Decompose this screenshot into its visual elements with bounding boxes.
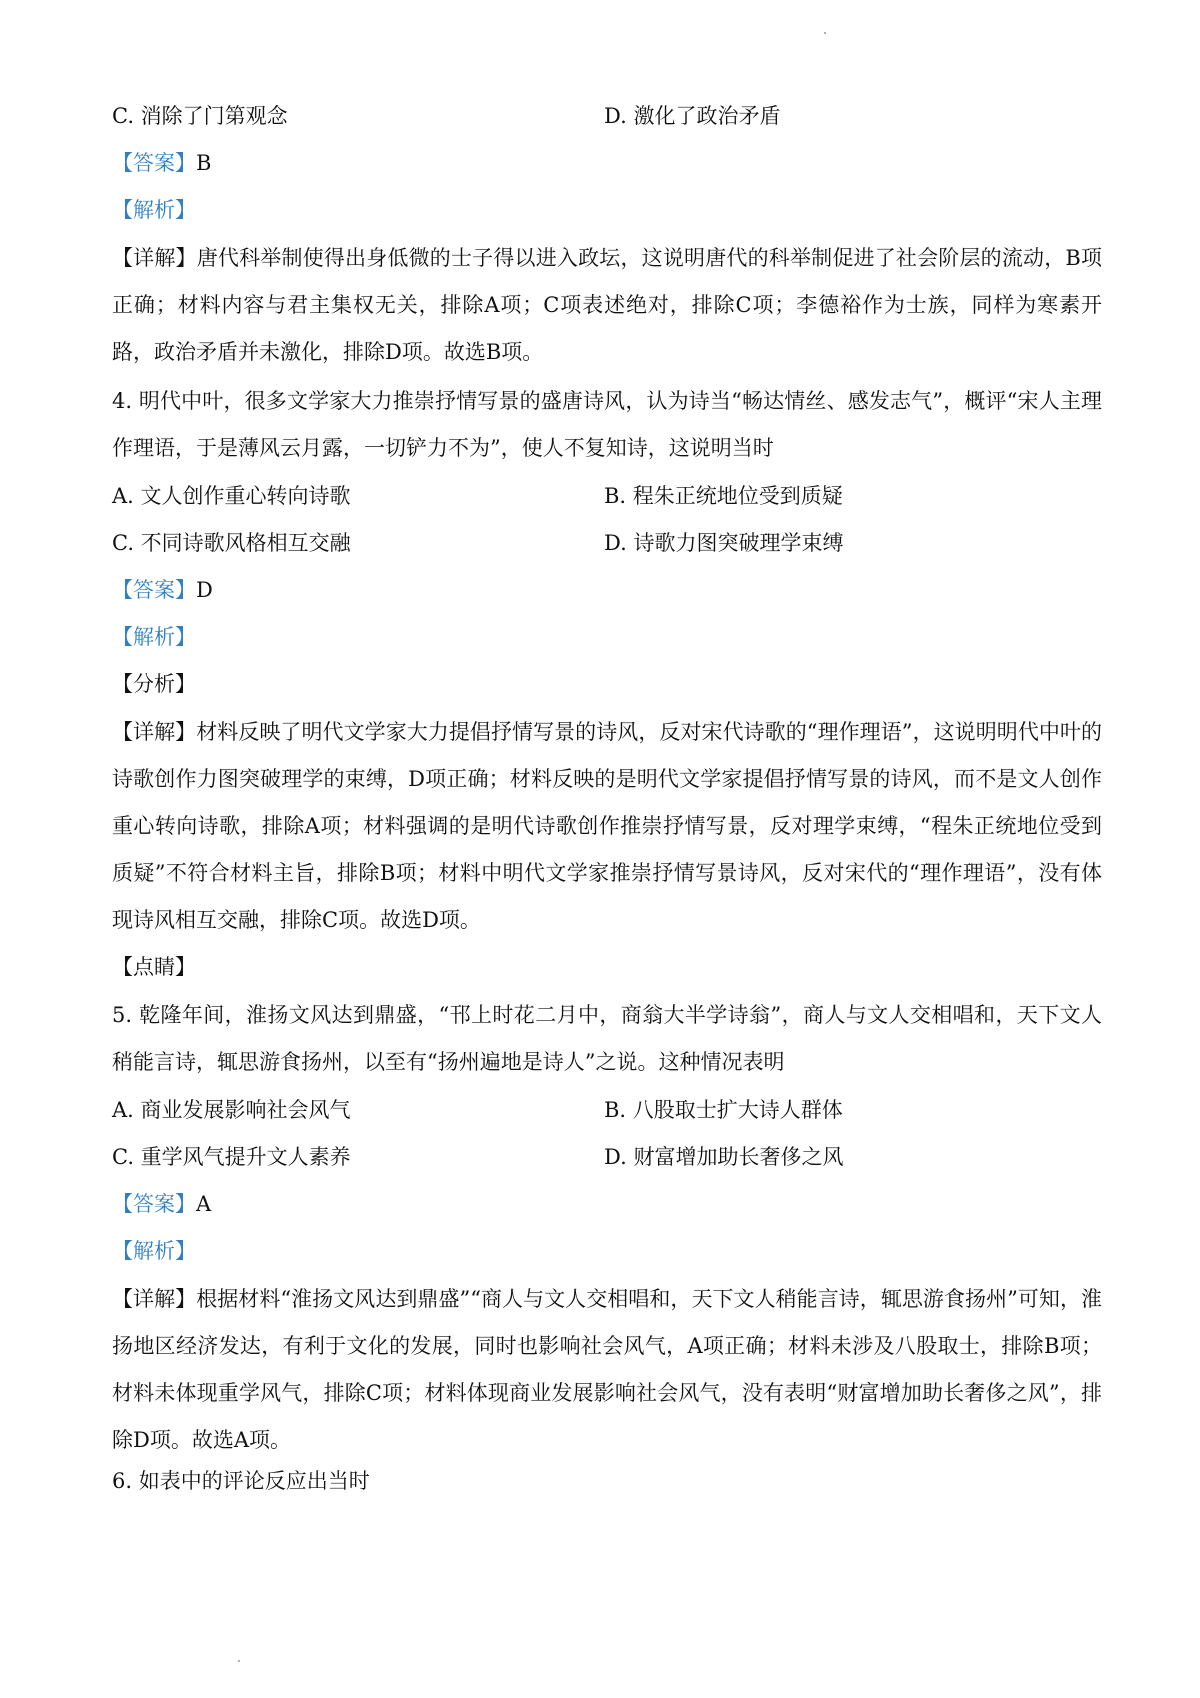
q4-analysis-label: 【解析】: [112, 625, 196, 649]
answer-label: 【答案】: [112, 1192, 196, 1216]
q5-option-c: C. 重学风气提升文人素养: [112, 1145, 351, 1169]
detail-label: 【详解】: [112, 1287, 197, 1311]
detail-text: 材料反映了明代文学家大力提倡抒情写景的诗风，反对宋代诗歌的“理作理语”，这说明明代中叶的诗歌创作力图突破理学的束缚，D项正确；材料反映的是明代文学家提倡抒情写景的诗风，而不是文人创作重心转向诗歌，排除A项；材料强调的是明代诗歌创作推崇抒情写景，反对理学束缚，“程朱正统地位受到质疑”不符合材料主旨，排除B项；材料中明代文学家推崇抒情写景诗风，反对宋代的“理作理语”，没有体现诗风相互交融，排除C项。故选D项。: [112, 720, 1103, 932]
q5-detail: [112, 1276, 1102, 1464]
q4-answer: [112, 575, 213, 605]
q3-analysis-label: 【解析】: [112, 198, 196, 222]
q3-detail: [112, 235, 1102, 376]
scan-dot: [824, 32, 826, 34]
q4-option-a: A. 文人创作重心转向诗歌: [112, 484, 351, 508]
q5-stem: 5. 乾隆年间，淮扬文风达到鼎盛，“邗上时花二月中，商翁大半学诗翁”，商人与文人交相唱和，天下文人稍能言诗，辄思游食扬州，以至有“扬州遍地是诗人”之说。这种情况表明: [112, 1003, 1102, 1074]
q5-analysis-label: 【解析】: [112, 1239, 196, 1263]
q3-option-c: C. 消除了门第观念: [112, 104, 288, 128]
q6-stem: 6. 如表中的评论反应出当时: [112, 1469, 370, 1493]
q5-option-a: A. 商业发展影响社会风气: [112, 1098, 351, 1122]
scan-dot: [238, 1660, 240, 1662]
q5-option-b: B. 八股取士扩大诗人群体: [604, 1098, 843, 1122]
q4-stem: 4. 明代中叶，很多文学家大力推崇抒情写景的盛唐诗风，认为诗当“畅达情丝、感发志气”，概评“宋人主理作理语，于是薄风云月露，一切铲力不为”，使人不复知诗，这说明当时: [112, 389, 1102, 460]
q4-option-b: B. 程朱正统地位受到质疑: [604, 484, 843, 508]
detail-label: 【详解】: [112, 720, 197, 744]
detail-text: 唐代科举制使得出身低微的士子得以进入政坛，这说明唐代的科举制促进了社会阶层的流动，B项正确；材料内容与君主集权无关，排除A项；C项表述绝对，排除C项；李德裕作为士族，同样为寒素开路，政治矛盾并未激化，排除D项。故选B项。: [112, 246, 1102, 364]
answer-label: 【答案】: [112, 151, 196, 175]
q3-answer: [112, 148, 211, 178]
q5-option-d: D. 财富增加助长奢侈之风: [604, 1145, 844, 1169]
detail-text: 根据材料“淮扬文风达到鼎盛”“商人与文人交相唱和，天下文人稍能言诗，辄思游食扬州”可知，淮扬地区经济发达，有利于文化的发展，同时也影响社会风气，A项正确；材料未涉及八股取士，排除B项；材料未体现重学风气，排除C项；材料体现商业发展影响社会风气，没有表明“财富增加助长奢侈之风”，排除D项。故选A项。: [112, 1287, 1102, 1452]
answer-value: A: [196, 1192, 212, 1216]
detail-label: 【详解】: [112, 246, 197, 270]
q4-fenxi-label: 【分析】: [112, 672, 196, 696]
q4-dianjing-label: 【点睛】: [112, 955, 196, 979]
answer-label: 【答案】: [112, 578, 196, 602]
answer-value: B: [196, 151, 212, 175]
q4-option-c: C. 不同诗歌风格相互交融: [112, 531, 351, 555]
q3-option-d: D. 激化了政治矛盾: [604, 104, 781, 128]
q5-answer: [112, 1189, 211, 1219]
answer-value: D: [196, 578, 213, 602]
q4-detail: [112, 709, 1102, 944]
q4-option-d: D. 诗歌力图突破理学束缚: [604, 531, 844, 555]
